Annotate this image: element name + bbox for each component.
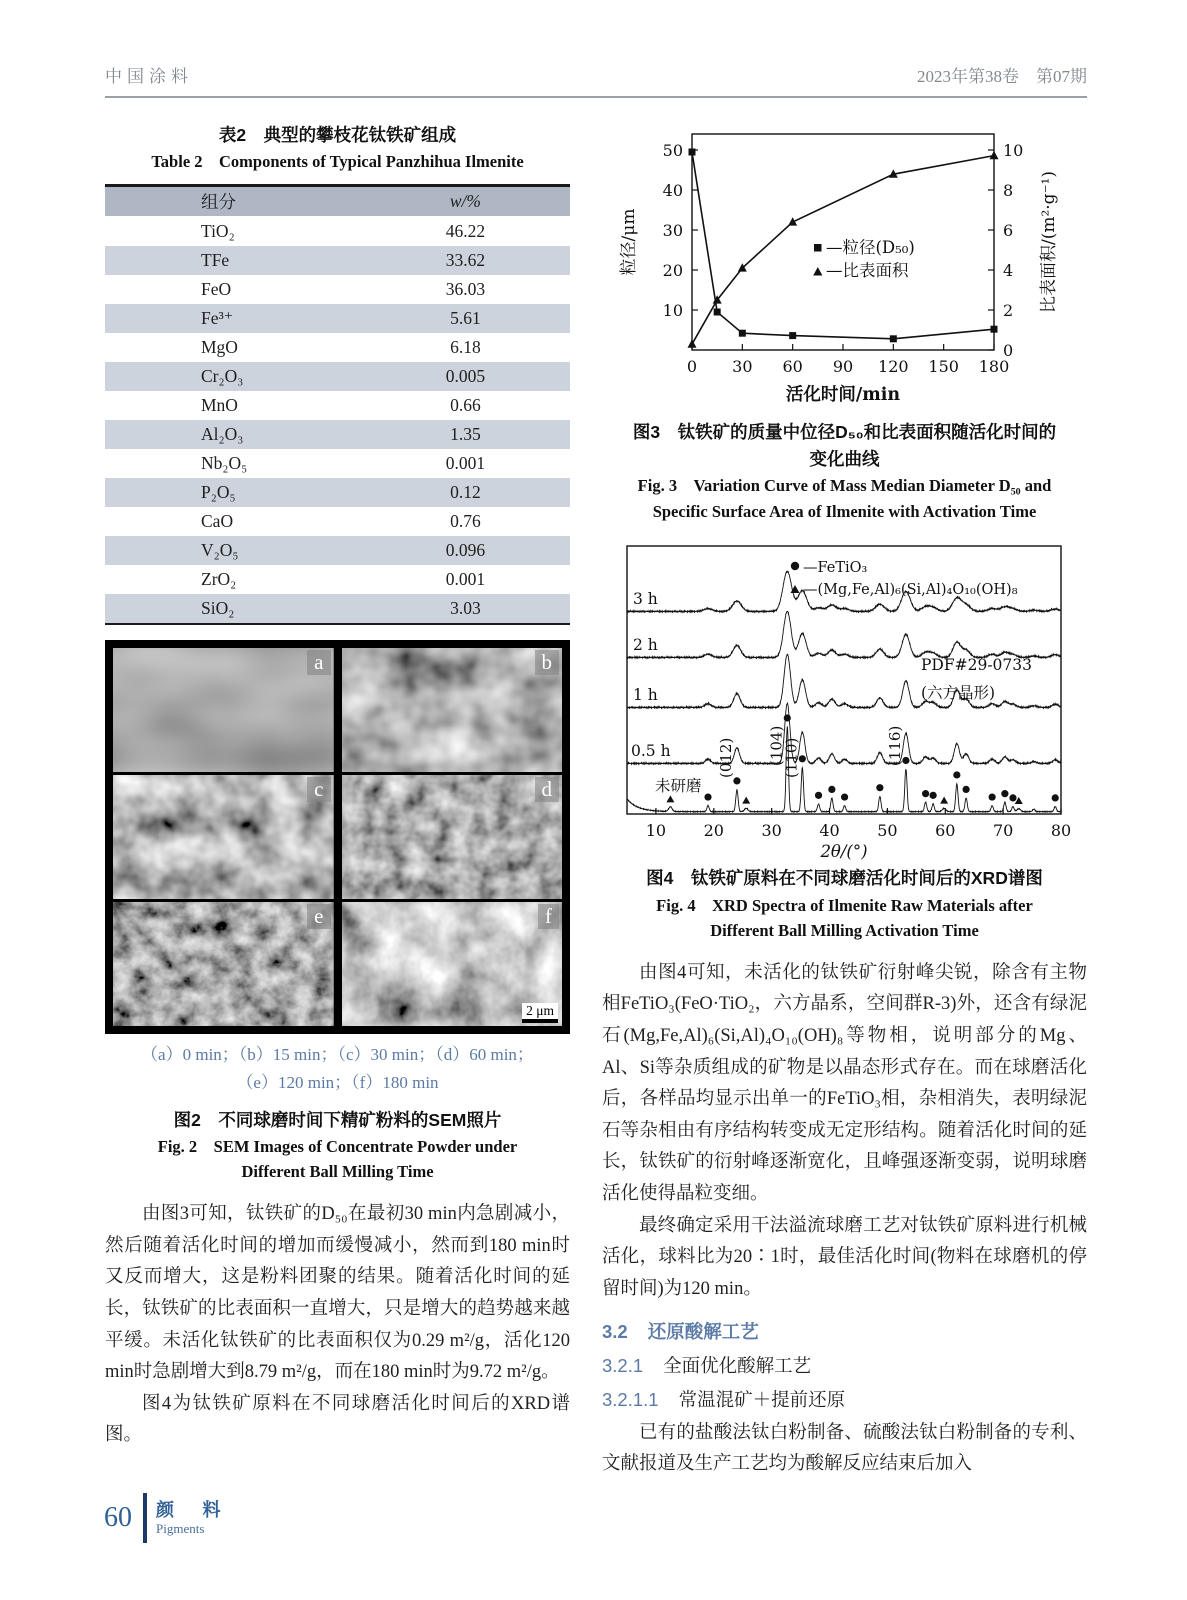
table-row bbox=[105, 536, 570, 565]
fig2-caption-en-line1: Fig. 2 SEM Images of Concentrate Powder under bbox=[157, 1136, 518, 1156]
value-cell: 0.001 bbox=[445, 568, 486, 589]
sem-panel-c bbox=[113, 775, 334, 899]
fig2-subcaption bbox=[105, 1041, 570, 1097]
value-cell: 46.22 bbox=[445, 220, 486, 241]
svg-text:50: 50 bbox=[876, 821, 898, 841]
svg-text:8: 8 bbox=[1003, 181, 1014, 200]
page-content bbox=[105, 62, 1087, 1481]
svg-text:30: 30 bbox=[760, 821, 782, 841]
svg-text:4: 4 bbox=[1003, 261, 1014, 280]
sem-panel-e bbox=[113, 902, 334, 1026]
component-cell: P₂O₅ bbox=[201, 481, 236, 502]
svg-text:2θ/(°): 2θ/(°) bbox=[819, 842, 868, 861]
svg-text:10: 10 bbox=[662, 301, 683, 320]
svg-text:(六方晶形): (六方晶形) bbox=[920, 684, 995, 703]
section-title: 还原酸解工艺 bbox=[647, 1320, 759, 1342]
sem-panel-d bbox=[342, 775, 563, 899]
body-paragraph: 图4为钛铁矿原料在不同球磨活化时间后的XRD谱图。 bbox=[105, 1393, 570, 1446]
left-column bbox=[105, 122, 570, 1481]
table-row bbox=[105, 216, 570, 246]
table-row bbox=[105, 246, 570, 275]
svg-text:—FeTiO₃: —FeTiO₃ bbox=[802, 560, 867, 577]
footer-divider-bar bbox=[143, 1493, 147, 1543]
svg-text:60: 60 bbox=[934, 821, 955, 841]
component-cell: SiO₂ bbox=[201, 597, 235, 618]
fig4-chart bbox=[609, 538, 1081, 860]
table-row bbox=[105, 362, 570, 391]
sem-micrograph-image bbox=[113, 902, 334, 1026]
svg-text:10: 10 bbox=[1003, 141, 1024, 160]
svg-text:(012): (012) bbox=[716, 738, 735, 779]
sem-micrograph-image bbox=[342, 775, 563, 899]
footer-section-cn: 颜 料 bbox=[156, 1500, 233, 1521]
svg-text:活化时间/min: 活化时间/min bbox=[785, 385, 901, 405]
page-number: 60 bbox=[104, 1502, 132, 1533]
component-cell: Cr₂O₃ bbox=[201, 365, 244, 386]
svg-text:10: 10 bbox=[645, 821, 666, 841]
col-header-component: 组分 bbox=[105, 185, 361, 216]
svg-text:—粒径(D₅₀): —粒径(D₅₀) bbox=[826, 238, 915, 257]
value-cell: 6.18 bbox=[450, 336, 481, 357]
value-cell: 0.005 bbox=[445, 365, 486, 386]
svg-text:60: 60 bbox=[782, 357, 803, 376]
svg-text:30: 30 bbox=[732, 357, 753, 376]
component-cell: Al₂O₃ bbox=[201, 423, 244, 444]
body-paragraph: 由图4可知，未活化的钛铁矿衍射峰尖锐，除含有主物相FeTiO₃(FeO·TiO₂，六方晶系，空间群R-3)外，还含有绿泥石(Mg,Fe,Al)₆(Si,Al)₄O₁₀(OH)₈等物相，说明部分的Mg、Al、Si等杂质组成的矿物是以晶态形式存在。而在球磨活化后，各样品均显示出单一的FeTiO₃相，杂相消失，表明绿泥石等杂相由有序结构转变成无定形结构。随着活化时间的延长，钛铁矿的衍射峰逐渐宽化，且峰强逐渐变弱，说明球磨活化使得晶粒变细。 bbox=[602, 962, 1087, 1204]
value-cell: 1.35 bbox=[450, 423, 481, 444]
svg-text:40: 40 bbox=[662, 181, 683, 200]
svg-text:90: 90 bbox=[832, 357, 854, 376]
svg-text:0.5 h: 0.5 h bbox=[630, 742, 671, 761]
table-row bbox=[105, 565, 570, 594]
section-heading-3-2-1-1 bbox=[602, 1386, 1087, 1412]
section-heading-3-2-1 bbox=[602, 1352, 1087, 1378]
fig2-subcaption-line2: （e）120 min；（f）180 min bbox=[236, 1072, 439, 1092]
svg-text:80: 80 bbox=[1050, 821, 1071, 841]
sem-figure-grid bbox=[105, 640, 570, 1034]
table-row bbox=[105, 391, 570, 420]
section-number: 3.2 bbox=[602, 1320, 628, 1342]
sem-micrograph-image bbox=[113, 775, 334, 899]
svg-text:0: 0 bbox=[1003, 341, 1014, 360]
fig4-caption-en-line1: Fig. 4 XRD Spectra of Ilmenite Raw Materials after bbox=[656, 895, 1033, 915]
journal-header bbox=[105, 62, 1087, 98]
journal-name: 中国涂料 bbox=[105, 67, 193, 86]
table2-title-en: Table 2 Components of Typical Panzhihua Ilmenite bbox=[151, 152, 524, 172]
component-cell: Fe³⁺ bbox=[201, 307, 233, 328]
section-heading-3-2 bbox=[602, 1318, 1087, 1344]
section-number: 3.2.1.1 bbox=[602, 1388, 659, 1410]
svg-text:20: 20 bbox=[662, 261, 683, 280]
fig3-caption-cn-line2: 变化曲线 bbox=[809, 449, 880, 470]
table-header-row bbox=[105, 185, 570, 216]
svg-text:2 h: 2 h bbox=[632, 636, 658, 655]
section-number: 3.2.1 bbox=[602, 1354, 644, 1376]
table-row bbox=[105, 275, 570, 304]
ilmenite-table-body bbox=[105, 185, 570, 624]
svg-text:(110): (110) bbox=[781, 738, 800, 779]
fig3-caption-en bbox=[602, 473, 1087, 524]
table-row bbox=[105, 594, 570, 624]
table-row bbox=[105, 449, 570, 478]
col-header-value: w/% bbox=[361, 185, 570, 216]
fig2-subcaption-line1: （a）0 min；（b）15 min；（c）30 min；（d）60 min； bbox=[141, 1044, 534, 1064]
body-paragraph: 已有的盐酸法钛白粉制备、硫酸法钛白粉制备的专利、文献报道及生产工艺均为酸解反应结束后加入 bbox=[602, 1422, 1087, 1475]
sem-panel-a bbox=[113, 648, 334, 772]
component-cell: FeO bbox=[201, 278, 232, 299]
section-title: 常温混矿＋提前还原 bbox=[678, 1390, 846, 1411]
table-row bbox=[105, 333, 570, 362]
fig4-caption-en-line2: Different Ball Milling Activation Time bbox=[710, 921, 979, 941]
sem-panel-label: b bbox=[535, 650, 560, 675]
svg-text:0: 0 bbox=[686, 357, 698, 376]
right-column bbox=[602, 122, 1087, 1481]
component-cell: MgO bbox=[201, 336, 238, 357]
fig4-figure bbox=[602, 538, 1087, 865]
component-cell: CaO bbox=[201, 510, 234, 531]
svg-text:PDF#29-0733: PDF#29-0733 bbox=[920, 656, 1032, 675]
fig2-caption-en-line2: Different Ball Milling Time bbox=[241, 1162, 434, 1182]
table-row bbox=[105, 420, 570, 449]
component-cell: V₂O₅ bbox=[201, 539, 239, 560]
svg-text:3 h: 3 h bbox=[632, 590, 658, 609]
value-cell: 0.001 bbox=[445, 452, 486, 473]
sem-panel-label: c bbox=[307, 777, 330, 802]
body-paragraph: 最终确定采用干法溢流球磨工艺对钛铁矿原料进行机械活化，球料比为20∶1时，最佳活化时间(物料在球磨机的停留时间)为120 min。 bbox=[602, 1215, 1087, 1299]
fig3-caption-en-line2: Specific Surface Area of Ilmenite with Activation Time bbox=[652, 501, 1037, 521]
sem-micrograph-image bbox=[342, 648, 563, 772]
component-cell: TFe bbox=[201, 249, 230, 270]
value-cell: 0.66 bbox=[450, 394, 481, 415]
svg-text:—比表面积: —比表面积 bbox=[826, 261, 909, 280]
svg-text:6: 6 bbox=[1003, 221, 1014, 240]
svg-text:—(Mg,Fe,Al)₆(Si,Al)₄O₁₀(OH)₈: —(Mg,Fe,Al)₆(Si,Al)₄O₁₀(OH)₈ bbox=[802, 582, 1018, 599]
svg-text:30: 30 bbox=[662, 221, 683, 240]
svg-text:50: 50 bbox=[662, 141, 683, 160]
value-cell: 36.03 bbox=[445, 278, 486, 299]
value-cell: 0.12 bbox=[450, 481, 481, 502]
section-title: 全面优化酸解工艺 bbox=[663, 1356, 812, 1377]
fig4-caption-cn: 图4 钛铁矿原料在不同球磨活化时间后的XRD谱图 bbox=[646, 868, 1043, 889]
table-row bbox=[105, 478, 570, 507]
svg-text:(104): (104) bbox=[766, 726, 785, 767]
component-cell: ZrO₂ bbox=[201, 568, 237, 589]
value-cell: 0.76 bbox=[450, 510, 481, 531]
svg-text:150: 150 bbox=[928, 357, 959, 376]
value-cell: 0.096 bbox=[445, 539, 486, 560]
svg-text:比表面积/(m²·g⁻¹): 比表面积/(m²·g⁻¹) bbox=[1039, 170, 1059, 314]
sem-panel-b bbox=[342, 648, 563, 772]
svg-text:(116): (116) bbox=[885, 726, 904, 767]
ilmenite-composition-table bbox=[105, 184, 570, 625]
fig3-caption-cn-line1: 图3 钛铁矿的质量中位径D₅₀和比表面积随活化时间的 bbox=[632, 422, 1057, 442]
fig2-caption-en bbox=[105, 1134, 570, 1185]
table-row bbox=[105, 507, 570, 536]
sem-panel-label: e bbox=[307, 904, 330, 929]
component-cell: Nb₂O₅ bbox=[201, 452, 248, 473]
page-footer bbox=[104, 1493, 233, 1543]
component-cell: MnO bbox=[201, 394, 238, 415]
svg-text:2: 2 bbox=[1003, 301, 1014, 320]
sem-panel-f bbox=[342, 902, 563, 1026]
component-cell: TiO₂ bbox=[201, 220, 235, 241]
body-paragraph: 由图3可知，钛铁矿的D₅₀在最初30 min内急剧减小，然后随着活化时间的增加而缓慢减小，然而到180 min时又反而增大，这是粉料团聚的结果。随着活化时间的延长，钛铁矿的比表面积一直增大，只是增大的趋势越来越平缓。未活化钛铁矿的比表面积仅为0.29 m²/g，活化120 min时急剧增大到8.79 m²/g，而在180 min时为9.72 m²/g。 bbox=[105, 1204, 570, 1383]
svg-text:20: 20 bbox=[703, 821, 724, 841]
svg-text:未研磨: 未研磨 bbox=[654, 777, 702, 796]
svg-text:180: 180 bbox=[978, 357, 1010, 376]
value-cell: 33.62 bbox=[445, 249, 486, 270]
sem-panel-label: d bbox=[535, 777, 560, 802]
scale-bar: 2 μm bbox=[522, 1003, 558, 1023]
journal-issue: 2023年第38卷 第07期 bbox=[917, 67, 1087, 86]
sem-panel-label: a bbox=[307, 650, 330, 675]
svg-text:粒径/μm: 粒径/μm bbox=[619, 208, 639, 276]
sem-micrograph-image bbox=[113, 648, 334, 772]
fig3-figure bbox=[602, 122, 1087, 419]
fig4-caption-en bbox=[602, 893, 1087, 944]
table2-title-cn: 表2 典型的攀枝花钛铁矿组成 bbox=[218, 125, 457, 145]
fig3-caption-en-line1: Fig. 3 Variation Curve of Mass Median Diameter D₅₀ and bbox=[637, 476, 1052, 496]
fig2-caption-cn: 图2 不同球磨时间下精矿粉料的SEM照片 bbox=[173, 1109, 502, 1130]
footer-section-en: Pigments bbox=[156, 1520, 205, 1536]
svg-text:70: 70 bbox=[992, 821, 1013, 841]
value-cell: 5.61 bbox=[450, 307, 481, 328]
svg-text:40: 40 bbox=[818, 821, 840, 841]
fig3-chart bbox=[602, 122, 1087, 414]
table-row bbox=[105, 304, 570, 333]
fig3-caption-cn bbox=[602, 419, 1087, 473]
sem-panel-label: f bbox=[538, 904, 559, 929]
svg-text:1 h: 1 h bbox=[632, 686, 658, 705]
svg-text:120: 120 bbox=[878, 357, 909, 376]
value-cell: 3.03 bbox=[450, 597, 481, 618]
